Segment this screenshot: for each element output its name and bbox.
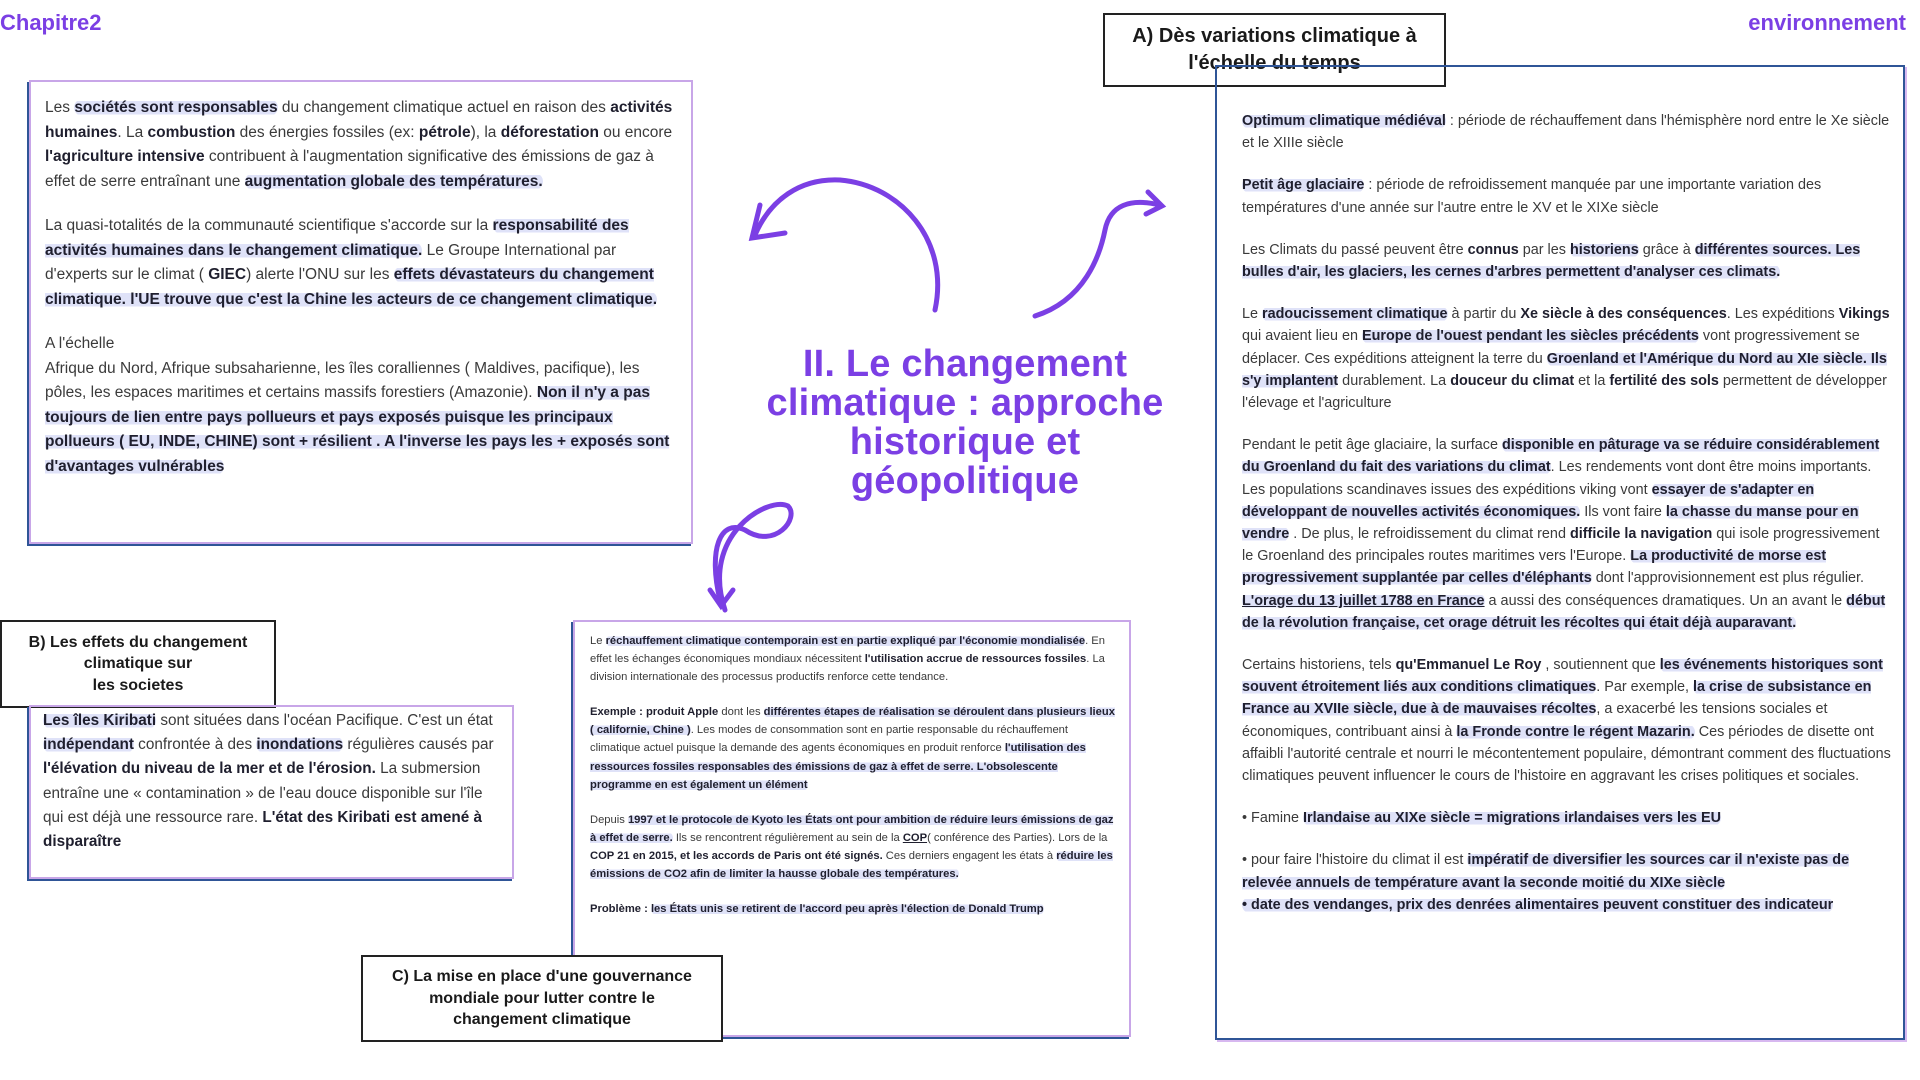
section-a-paragraph-6: Certains historiens, tels qu'Emmanuel Le Roy , soutiennent que les événements historiques sont souvent étroitement liés aux conditions climatiques. Par exemple, la crise de subsistance en France au XVIIe siècle, due à de mauvaises récoltes, a exacerbé les tensions sociales et économiques, contribuant ainsi à la Fronde contre le régent Mazarin. Ces périodes de disette ont affaibli l'autorité centrale et nourri le mécontentement populaire, démontrant comment des fluctuations climatiques peuvent influencer le cours de l'histoire en aggravant les crises politiques et sociales.	[1242, 657, 1891, 785]
section-a-paragraph-5: Pendant le petit âge glaciaire, la surface disponible en pâturage va se réduire considérablement du Groenland du fait des variations du climat. Les rendements vont dont être moins importants. Les populations scandinaves issues des expéditions viking vont essayer de s'adapter en développant de nouvelles activités économiques. Ils vont faire la chasse du manse pour en vendre . De plus, le refroidissement du climat rend difficile la navigation qui isole progressivement le Groenland des principales routes maritimes vers l'Europe. La productivité de morse est progressivement supplantée par celles d'éléphants dont l'approvisionnement est plus régulier. L'orage du 13 juillet 1788 en France a aussi des conséquences dramatiques. Un an avant le début de la révolution française, cet orage détruit les récoltes qui était déjà auparavant.	[1242, 437, 1886, 631]
arrow-bottom-icon	[715, 504, 791, 610]
section-a-paragraph-1: Optimum climatique médiéval : période de réchauffement dans l'hémisphère nord entre le Xe siècle et le XIIIe siècle	[1242, 113, 1890, 152]
section-c-paragraph-1: Le réchauffement climatique contemporain est en partie expliqué par l'économie mondialisée. En effet les échanges économiques mondiaux nécessitent l'utilisation accrue de ressources fossiles. La division internationale des processus productifs renforce cette tendance.	[590, 635, 1105, 684]
section-b-box	[29, 705, 514, 879]
section-a-paragraph-2: Petit âge glaciaire : période de refroidissement manquée par une importante variation des températures d'une année sur l'autre entre le XV et le XIXe siècle	[1242, 177, 1822, 216]
section-a-box	[1215, 65, 1905, 1040]
title-line-1: II. Le changement	[802, 343, 1128, 385]
section-c-paragraph-3: Depuis 1997 et le protocole de Kyoto les États ont pour ambition de réduire leurs émissions de gaz à effet de serre. Ils se rencontrent régulièrement au sein de la COP( conférence des Parties). Lors de la COP 21 en 2015, et les accords de Paris ont été signés. Ces derniers engagent les états à réduire les émissions de CO2 afin de limiter la hausse globale des températures.	[590, 813, 1114, 881]
section-a-paragraph-8: • pour faire l'histoire du climat il est impératif de diversifier les sources car il n'existe pas de relevée annuels de température avant la seconde moitié du XIXe siècle • date des vendanges, prix des denrées alimentaires peuvent constituer des indicateur	[1242, 852, 1850, 913]
arrow-top-left-icon	[755, 180, 938, 310]
section-b-paragraph: Les îles Kiribati sont situées dans l'océan Pacifique. C'est un état indépendant confrontée à des inondations régulières causés par l'élévation du niveau de la mer et de l'érosion. La submersion entraîne une « contamination » de l'eau douce disponible sur l'île qui est déjà une ressource rare. L'état des Kiribati est amené à disparaître	[43, 712, 494, 851]
section-c-paragraph-4: Problème : les États unis se retirent de l'accord peu après l'élection de Donald Trump	[590, 903, 1044, 916]
intro-paragraph-2: La quasi-totalités de la communauté scientifique s'accorde sur la responsabilité des activités humaines dans le changement climatique. Le Groupe International par d'experts sur le climat ( GIEC) alerte l'ONU sur les effets dévastateurs du changement climatique. l'UE trouve que c'est la Chine les acteurs de ce changement climatique.	[45, 217, 658, 308]
section-a-paragraph-3: Les Climats du passé peuvent être connus par les historiens grâce à différentes sources. Les bulles d'air, les glaciers, les cernes d'arbres permettent d'analyser ces climats.	[1242, 241, 1861, 281]
arrow-top-right-icon	[1035, 202, 1160, 316]
section-a-paragraph-4: Le radoucissement climatique à partir du Xe siècle à des conséquences. Les expéditions Vikings qui avaient lieu en Europe de l'ouest pendant les siècles précédents vont progressivement se déplacer. Ces expéditions atteignent la terre du Groenland et l'Amérique du Nord au XIe siècle. Ils s'y implantent durablement. La douceur du climat et la fertilité des sols permettent de développer l'élevage et l'agriculture	[1242, 306, 1890, 412]
section-a-paragraph-7: • Famine Irlandaise au XIXe siècle = migrations irlandaises vers les EU	[1242, 810, 1721, 827]
intro-box	[29, 80, 693, 544]
section-c-paragraph-2: Exemple : produit Apple dont les différentes étapes de réalisation se déroulent dans plusieurs lieux ( californie, Chine ). Les modes de consommation sont en partie responsable du réchauffement climatique actuel puisque la demande des agents économiques en produit renforce l'utilisation des ressources fossiles responsables des émissions de gaz à effet de serre. L'obsolescente programme en est également un élément	[590, 706, 1115, 791]
section-b-heading: B) Les effets du changement climatique sur les societes	[0, 620, 276, 708]
intro-paragraph-1: Les sociétés sont responsables du changement climatique actuel en raison des activités humaines. La combustion des énergies fossiles (ex: pétrole), la déforestation ou encore l'agriculture intensive contribuent à l'augmentation significative des émissions de gaz à effet de serre entraînant une augmentation globale des températures.	[45, 99, 673, 190]
page-title	[748, 345, 1182, 501]
title-line-2: climatique : approche	[766, 382, 1164, 424]
section-a-heading: A) Dès variations climatique à l'échelle du temps	[1103, 13, 1446, 87]
intro-paragraph-3: A l'échelle Afrique du Nord, Afrique subsaharienne, les îles coralliennes ( Maldives, pacifique), les pôles, les espaces maritimes et certains massifs forestiers (Amazonie). Non il n'y a pas toujours de lien entre pays pollueurs et pays exposés puisque les principaux pollueurs ( EU, INDE, CHINE) sont + résilient . A l'inverse les pays les + exposés sont d'avantages vulnérables	[45, 335, 670, 475]
chapter-label: Chapitre2	[0, 10, 102, 35]
title-line-3: historique et	[849, 421, 1081, 463]
topic-label: environnement	[1748, 10, 1906, 35]
section-c-heading: C) La mise en place d'une gouvernance mondiale pour lutter contre le changement climatique	[361, 955, 723, 1042]
title-line-4: géopolitique	[850, 460, 1080, 502]
